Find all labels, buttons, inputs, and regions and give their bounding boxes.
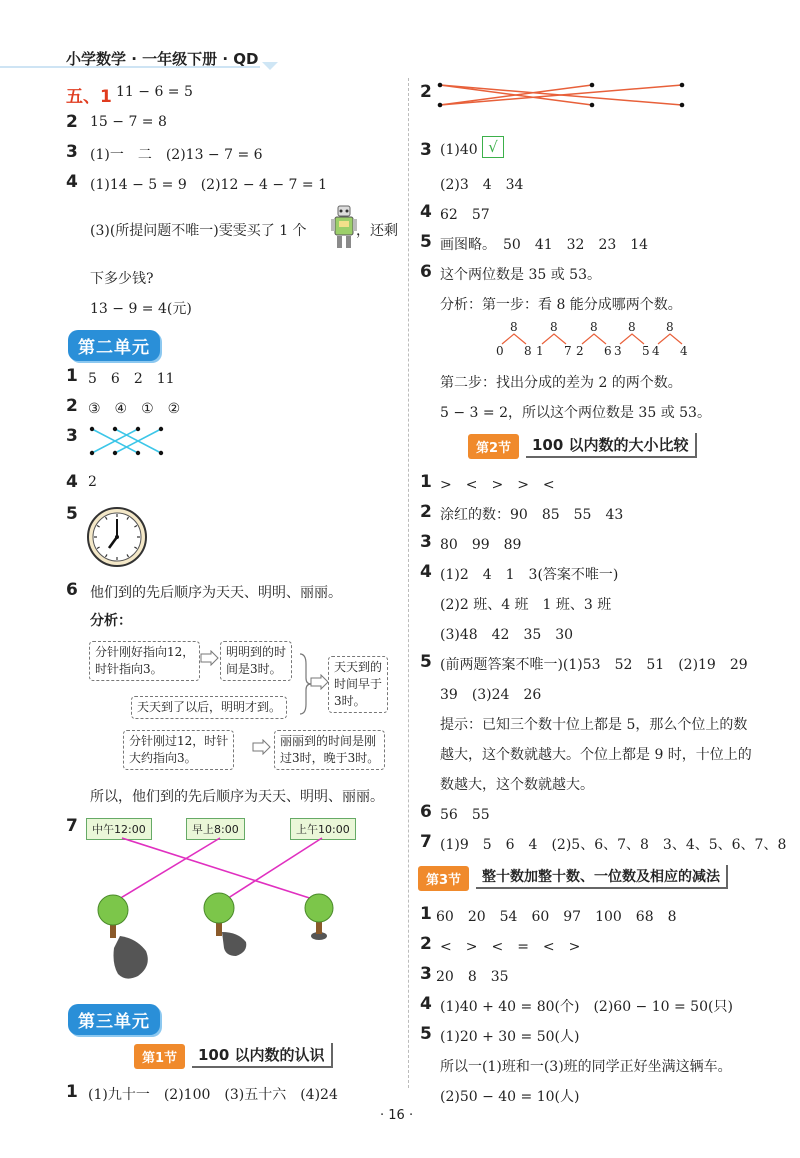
robot-toy-icon xyxy=(330,204,358,252)
unit3-heading: 第三单元 xyxy=(68,1004,160,1035)
unit2-q6-conclusion: 所以，他们到的先后顺序为天天、明明、丽丽。 xyxy=(90,789,384,805)
s2-q4-part1: (1)2 4 1 3(答案不唯一) xyxy=(440,567,619,583)
analysis-box-2 xyxy=(220,641,292,681)
analysis-box-6-line1: 丽丽到的时间是刚 xyxy=(280,734,377,748)
section5-q4-part3-text-end: ，还剩 xyxy=(356,223,398,239)
arrow-right-icon xyxy=(252,739,272,755)
section5-q4-part3-text: (3)(所提问题不唯一)雯雯买了 1 个 xyxy=(90,223,307,239)
s3-q1-number: 1 xyxy=(420,904,432,924)
r-q2-number: 2 xyxy=(420,82,432,102)
r-q5-number: 5 xyxy=(420,232,432,252)
split-whole-1: 8 xyxy=(510,320,518,334)
analysis-box-4: 天天到了以后，明明才到。 xyxy=(131,696,287,719)
analysis-box-3-line1: 天天到的 xyxy=(334,660,383,674)
r-q3-part1: (1)40 xyxy=(440,142,478,158)
section1-title: 100 以内数的认识 xyxy=(192,1043,333,1068)
split-part: 4 xyxy=(680,344,688,358)
r-q4-number: 4 xyxy=(420,202,432,222)
s3-q1-answer: 60 20 54 60 97 100 68 8 xyxy=(436,909,677,925)
analysis-box-3-line3: 3时。 xyxy=(334,694,366,708)
split-whole-4: 8 xyxy=(628,320,636,334)
unit2-q5-number: 5 xyxy=(66,504,78,524)
s2-q5-hint-line1: 提示：已知三个数十位上都是 5，那么个位上的数 xyxy=(440,717,748,733)
unit2-q3-number: 3 xyxy=(66,426,78,446)
section5-q2-answer: 15 − 7 = 8 xyxy=(90,114,167,130)
s2-q1-answer: > < > > < xyxy=(440,477,555,493)
analysis-box-1 xyxy=(89,641,200,681)
s2-q5-number: 5 xyxy=(420,652,432,672)
unit2-q2-answer: ③ ④ ① ② xyxy=(88,401,181,417)
analysis-box-3-line2: 时间早于 xyxy=(334,677,383,691)
s2-q4-part3: (3)48 42 35 30 xyxy=(440,627,574,643)
analysis-box-5-line1: 分针刚过12，时针 xyxy=(129,734,229,748)
s2-q4-part2: (2)2 班、4 班 1 班、3 班 xyxy=(440,597,612,613)
s3-q2-answer: < > < = < > xyxy=(440,939,581,955)
r-q5-answer: 画图略。 50 41 32 23 14 xyxy=(440,237,649,253)
section3-badge: 第3节 xyxy=(418,866,469,891)
s2-q7-number: 7 xyxy=(420,832,432,852)
page-number: · 16 · xyxy=(380,1108,414,1123)
r-q4-answer: 62 57 xyxy=(440,207,490,223)
s3-q3-answer: 20 8 35 xyxy=(436,969,509,985)
unit2-q4-answer: 2 xyxy=(88,474,97,490)
s2-q6-number: 6 xyxy=(420,802,432,822)
s3-q4-answer: (1)40 + 40 = 80(个) (2)60 − 10 = 50(只) xyxy=(440,999,733,1015)
section5-q2-number: 2 xyxy=(66,112,78,132)
r-q6-step2: 第二步：找出分成的差为 2 的两个数。 xyxy=(440,375,682,391)
split-part: 1 xyxy=(536,344,544,358)
checkmark-box: √ xyxy=(482,136,504,158)
s3-q5-number: 5 xyxy=(420,1024,432,1044)
section5-q3-answer: (1)一 二 (2)13 − 7 = 6 xyxy=(90,147,263,163)
r-q3-number: 3 xyxy=(420,140,432,160)
header-title: 小学数学 · 一年级下册 · QD xyxy=(66,50,259,68)
split-part: 4 xyxy=(652,344,660,358)
split-part: 7 xyxy=(564,344,572,358)
s3-q3-number: 3 xyxy=(420,964,432,984)
unit2-heading: 第二单元 xyxy=(68,330,160,361)
s3-q5-part1: (1)20 + 30 = 50(人) xyxy=(440,1029,580,1045)
split-part: 0 xyxy=(496,344,504,358)
analysis-box-6-line2: 过3时，晚于3时。 xyxy=(280,751,380,765)
s2-q1-number: 1 xyxy=(420,472,432,492)
unit2-q7-matching-picture xyxy=(86,836,346,986)
unit2-q2-number: 2 xyxy=(66,396,78,416)
s2-q2-answer: 涂红的数：90 85 55 43 xyxy=(440,507,624,523)
section5-q1-number: 五、1 xyxy=(66,87,112,107)
unit3-q1-answer: (1)九十一 (2)100 (3)五十六 (4)24 xyxy=(88,1087,338,1103)
section5-q4-part3-question: 下多少钱? xyxy=(90,271,154,287)
s2-q5-hint-line2: 越大，这个数就越大。个位上都是 9 时，十位上的 xyxy=(440,747,752,763)
section5-q1-answer: 11 − 6 = 5 xyxy=(116,84,193,100)
section5-q4-answer: (1)14 − 5 = 9 (2)12 − 4 − 7 = 1 xyxy=(90,177,327,193)
time-label-noon: 中午12:00 xyxy=(86,818,152,840)
section2-title: 100 以内数的大小比较 xyxy=(526,433,697,458)
unit2-q6-analysis-label: 分析： xyxy=(90,613,132,629)
section2-badge: 第2节 xyxy=(468,434,519,459)
s2-q6-answer: 56 55 xyxy=(440,807,490,823)
split-part: 6 xyxy=(604,344,612,358)
r-q6-answer: 这个两位数是 35 或 53。 xyxy=(440,267,601,283)
section5-q4-part3-answer: 13 − 9 = 4(元) xyxy=(90,301,192,317)
unit2-q1-number: 1 xyxy=(66,366,78,386)
s2-q4-number: 4 xyxy=(420,562,432,582)
r-q6-number: 6 xyxy=(420,262,432,282)
analysis-box-5 xyxy=(123,730,234,770)
unit2-q7-number: 7 xyxy=(66,816,78,836)
column-divider xyxy=(408,78,409,1088)
split-part: 5 xyxy=(642,344,650,358)
s3-q5-part2: (2)50 − 40 = 10(人) xyxy=(440,1089,580,1105)
s2-q7-answer: (1)9 5 6 4 (2)5、6、7、8 3、4、5、6、7、8 xyxy=(440,837,787,853)
s2-q2-number: 2 xyxy=(420,502,432,522)
unit2-q6-answer: 他们到的先后顺序为天天、明明、丽丽。 xyxy=(90,585,342,601)
r-q2-matching-lines xyxy=(436,80,688,110)
section1-badge: 第1节 xyxy=(134,1044,185,1069)
split-whole-5: 8 xyxy=(666,320,674,334)
r-q6-conclusion: 5 − 3 = 2，所以这个两位数是 35 或 53。 xyxy=(440,405,711,421)
r-q6-analysis: 分析：第一步：看 8 能分成哪两个数。 xyxy=(440,297,682,313)
s2-q3-answer: 80 99 89 xyxy=(440,537,522,553)
split-whole-2: 8 xyxy=(550,320,558,334)
s3-q4-number: 4 xyxy=(420,994,432,1014)
analysis-box-1-line1: 分针刚好指向12， xyxy=(95,645,195,659)
unit2-q4-number: 4 xyxy=(66,472,78,492)
unit2-q6-number: 6 xyxy=(66,580,78,600)
clock-icon xyxy=(86,506,148,568)
time-label-morning: 早上8:00 xyxy=(186,818,245,840)
analysis-box-1-line2: 时针指向3。 xyxy=(95,662,163,676)
analysis-box-6 xyxy=(274,730,385,770)
unit2-q3-matching-lines xyxy=(86,424,166,458)
split-part: 3 xyxy=(614,344,622,358)
analysis-box-2-line2: 间是3时。 xyxy=(226,662,282,676)
s2-q5-hint-line3: 数越大，这个数就越大。 xyxy=(440,777,594,793)
s2-q3-number: 3 xyxy=(420,532,432,552)
unit2-q1-answer: 5 6 2 11 xyxy=(88,371,175,387)
arrow-right-icon xyxy=(200,650,220,666)
r-q3-part2: (2)3 4 34 xyxy=(440,177,524,193)
analysis-box-3 xyxy=(328,656,388,713)
analysis-box-5-line2: 大约指向3。 xyxy=(129,751,197,765)
split-diagram xyxy=(494,320,694,360)
section3-title: 整十数加整十数、一位数及相应的减法 xyxy=(476,865,728,889)
s3-q2-number: 2 xyxy=(420,934,432,954)
s3-q5-explanation: 所以一(1)班和一(3)班的同学正好坐满这辆车。 xyxy=(440,1059,732,1075)
s2-q5-line1: (前两题答案不唯一)(1)53 52 51 (2)19 29 xyxy=(440,657,748,673)
section5-q4-number: 4 xyxy=(66,172,78,192)
time-label-forenoon: 上午10:00 xyxy=(290,818,356,840)
unit3-q1-number: 1 xyxy=(66,1082,78,1102)
header-rule xyxy=(0,60,290,74)
split-part: 2 xyxy=(576,344,584,358)
analysis-box-2-line1: 明明到的时 xyxy=(226,645,287,659)
arrow-right-icon xyxy=(310,674,330,690)
split-whole-3: 8 xyxy=(590,320,598,334)
section5-q3-number: 3 xyxy=(66,142,78,162)
split-part: 8 xyxy=(524,344,532,358)
s2-q5-line2: 39 (3)24 26 xyxy=(440,687,542,703)
